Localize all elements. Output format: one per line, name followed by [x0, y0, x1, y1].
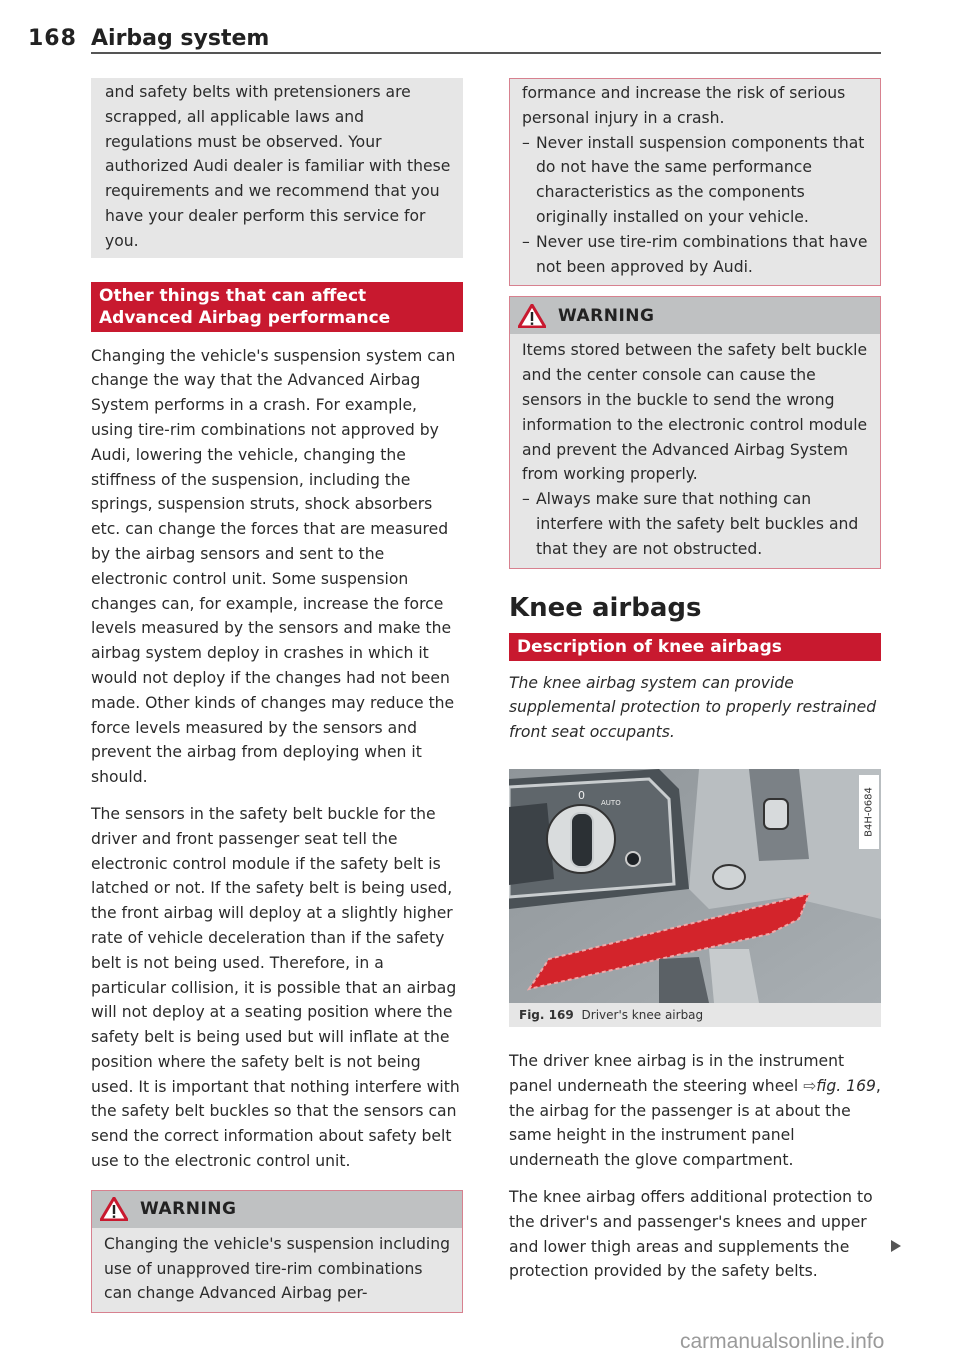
- paragraph: The sensors in the safety belt buckle for the driver and front passenger seat tell the electronic control module if the safety belt is latched or not. If the safety belt is being used, the front airbag will deploy at a slightly higher rate of vehicle deceleration than if the safety belt is not being used. Therefore, in a particular collision, it is possible that an airbag will not deploy at a seating position where the safety belt is being used but will inflate at the position where the safety belt is not being used. It is important that nothing interfere with the safety belt buckles so that the sensors can send the correct information about safety belt use to the electronic control unit.: [91, 804, 460, 1171]
- list-item-text: Never use tire-rim combinations that have not been approved by Audi.: [536, 232, 868, 276]
- list-item-text: Never install suspension components that do not have the same performance characteristics as the components originally installed on your vehicle.: [536, 133, 865, 226]
- watermark: carmanualsonline.info: [680, 1330, 885, 1353]
- intro-note-text: and safety belts with pretensioners are scrapped, all applicable laws and regulations must be observed. Your authorized Audi dealer is familiar with these requirements and we recommend that you have your dealer perform this service for you.: [105, 83, 451, 250]
- figure-label: Fig. 169: [519, 1007, 574, 1022]
- warning-box: [509, 296, 881, 568]
- list-item-text: Always make sure that nothing can interfere with the safety belt buckles and that they are not obstructed.: [536, 490, 859, 558]
- figure-caption: [509, 1003, 881, 1027]
- continue-arrow-icon: [891, 1240, 901, 1252]
- intro-italic-text: The knee airbag system can provide supplemental protection to properly restrained front seat occupants.: [509, 673, 877, 742]
- figure-code-text: B4H-0684: [863, 787, 875, 837]
- figure-caption-text: Driver's knee airbag: [581, 1007, 704, 1022]
- switch-label-off: 0: [578, 788, 585, 802]
- paragraph-text: The driver knee airbag is in the instrument panel underneath the steering wheel: [509, 1051, 845, 1095]
- section-title: Airbag system: [91, 26, 270, 51]
- warning-box: [91, 1190, 463, 1313]
- list-item: – Never use tire-rim combinations that have not been approved by Audi.: [522, 230, 870, 280]
- warning-header: [92, 1191, 462, 1228]
- warning-title: WARNING: [558, 305, 655, 326]
- warning-text: formance and increase the risk of serious personal injury in a crash.: [522, 84, 846, 127]
- warning-triangle-icon: [100, 1197, 128, 1221]
- warning-text: Changing the vehicle's suspension including use of unapproved tire-rim combinations can change Advanced Airbag per-: [104, 1234, 450, 1303]
- warning-text: Items stored between the safety belt buckle and the center console can cause the sensors in the buckle to send the wrong information to the electronic control module and prevent the Advanced Airbag System from working properly.: [522, 341, 868, 484]
- section-heading: Knee airbags: [509, 592, 702, 623]
- paragraph: [509, 1049, 881, 1173]
- warning-header: [510, 297, 880, 334]
- figure-169: [509, 769, 881, 1027]
- right-column: [509, 78, 881, 1284]
- knee-airbag-illustration: [509, 769, 881, 1003]
- header-divider: [91, 52, 881, 54]
- paragraph-text: , the airbag for the passenger is at about the same height in the instrument panel underneath the glove compartment.: [509, 1076, 881, 1170]
- paragraph: Changing the vehicle's suspension system can change the way that the Advanced Airbag System performs in a crash. For example, using tire-rim combinations not approved by Audi, lowering the vehicle, changing the stiffness of the suspension, including the springs, suspension struts, shock absorbers etc. can change the forces that are measured by the airbag sensors and sent to the electronic control unit. Some suspension changes can, for example, increase the force levels measured by the sensors and make the airbag system deploy in crashes in which it would not deploy if the changes had not been made. Other kinds of changes may reduce the force levels measured by the sensors and prevent the airbag from deploying when it should.: [91, 346, 456, 787]
- page-number: 168: [28, 26, 77, 51]
- warning-triangle-icon: [518, 304, 546, 328]
- subsection-heading: Other things that can affect Advanced Airbag performance: [91, 282, 463, 332]
- warning-title: WARNING: [140, 1199, 237, 1220]
- arrow-icon: ⇨: [803, 1076, 817, 1095]
- intro-note-box: [91, 78, 463, 258]
- subsection-heading: Description of knee airbags: [509, 633, 881, 661]
- list-item: – Always make sure that nothing can interfere with the safety belt buckles and that they are not obstructed.: [522, 487, 870, 561]
- figure-reference-link[interactable]: fig. 169: [816, 1076, 876, 1095]
- switch-label-auto: AUTO: [601, 798, 621, 807]
- figure-code-label: [859, 775, 879, 849]
- left-column: [91, 78, 463, 1313]
- dashboard-illustration: [509, 769, 881, 1003]
- warning-box-continued: [509, 78, 881, 286]
- list-item: – Never install suspension components that do not have the same performance characteristics as the components originally installed on your vehicle.: [522, 131, 870, 230]
- paragraph: The knee airbag offers additional protection to the driver's and passenger's knees and upper and lower thigh areas and supplements the protection provided by the safety belts.: [509, 1187, 873, 1281]
